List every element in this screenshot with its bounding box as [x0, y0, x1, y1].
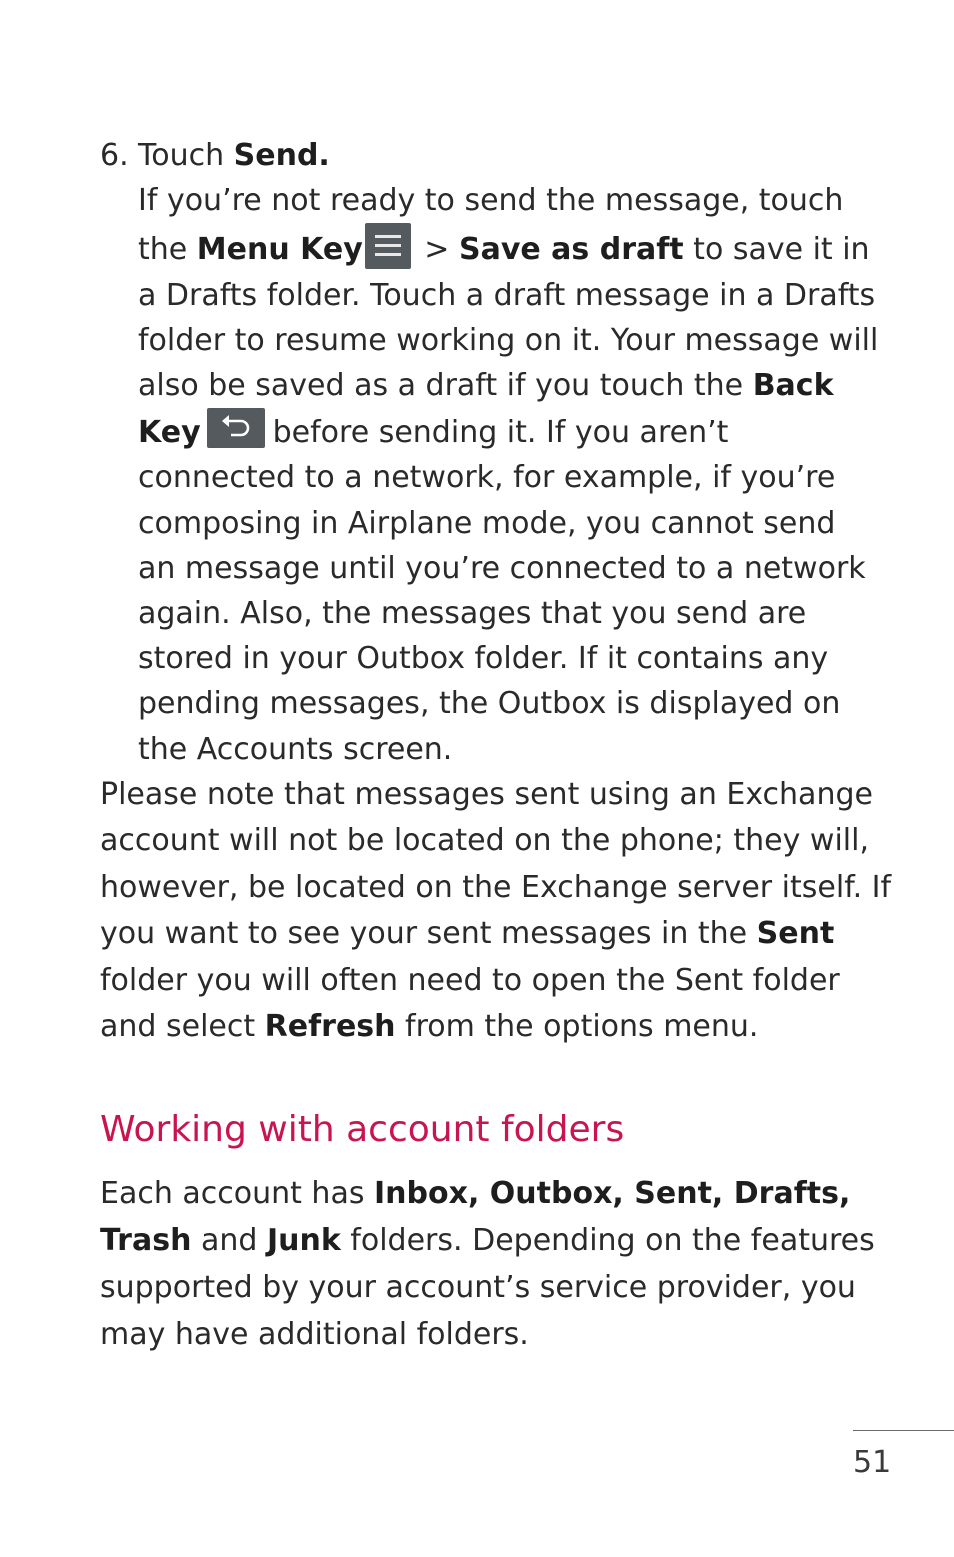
exchange-note: [100, 772, 900, 1050]
folders-paragraph: [100, 1170, 900, 1358]
menu-icon: [365, 223, 411, 269]
step-number: 6.: [100, 138, 129, 173]
footer-rule: [853, 1430, 954, 1431]
refresh-label: Refresh: [264, 1009, 396, 1045]
step-text: Touch: [138, 138, 234, 173]
sent-label: Sent: [756, 916, 835, 952]
junk-label: Junk: [266, 1223, 341, 1258]
back-key-label: Back Key: [138, 368, 834, 451]
section-heading: Working with account folders: [100, 1109, 625, 1150]
save-as-draft-label: Save as draft: [458, 232, 684, 268]
step-text: >: [414, 232, 459, 268]
step-text: to save it in a Drafts folder. Touch a draft message in a Drafts folder to resume working on it. Your message will also be saved as a draft if you touch the: [138, 232, 879, 404]
back-arrow-icon: [207, 408, 265, 448]
step-6-body: [138, 133, 880, 772]
page-number: 51: [853, 1445, 892, 1480]
step-6: [100, 133, 880, 772]
note-text: folder you will often need to open the Sent folder and select: [100, 962, 840, 1045]
folders-text: Each account has: [100, 1176, 374, 1211]
folders-text: folders. Depending on the features supported by your account’s service provider, you may have additional folders.: [100, 1223, 875, 1352]
send-label: Send.: [233, 138, 330, 173]
note-text: from the options menu.: [395, 1009, 759, 1045]
note-text: Please note that messages sent using an Exchange account will not be located on the phone; they will, however, be located on the Exchange server itself. If you want to see your sent messages in the: [100, 777, 892, 952]
step-text: before sending it. If you aren’t connected to a network, for example, if you’re composing in Airplane mode, you cannot send an message until you’re connected to a network again. Also, the messages that you send are stored in your Outbox folder. If it contains any pending messages, the Outbox is displayed on the Accounts screen.: [138, 415, 866, 767]
menu-key-label: Menu Key: [196, 232, 363, 268]
folders-text: and: [191, 1223, 267, 1258]
step-text: If you’re not ready to send the message, touch the: [138, 183, 844, 268]
folders-list: Inbox, Outbox, Sent, Drafts, Trash: [100, 1176, 851, 1258]
